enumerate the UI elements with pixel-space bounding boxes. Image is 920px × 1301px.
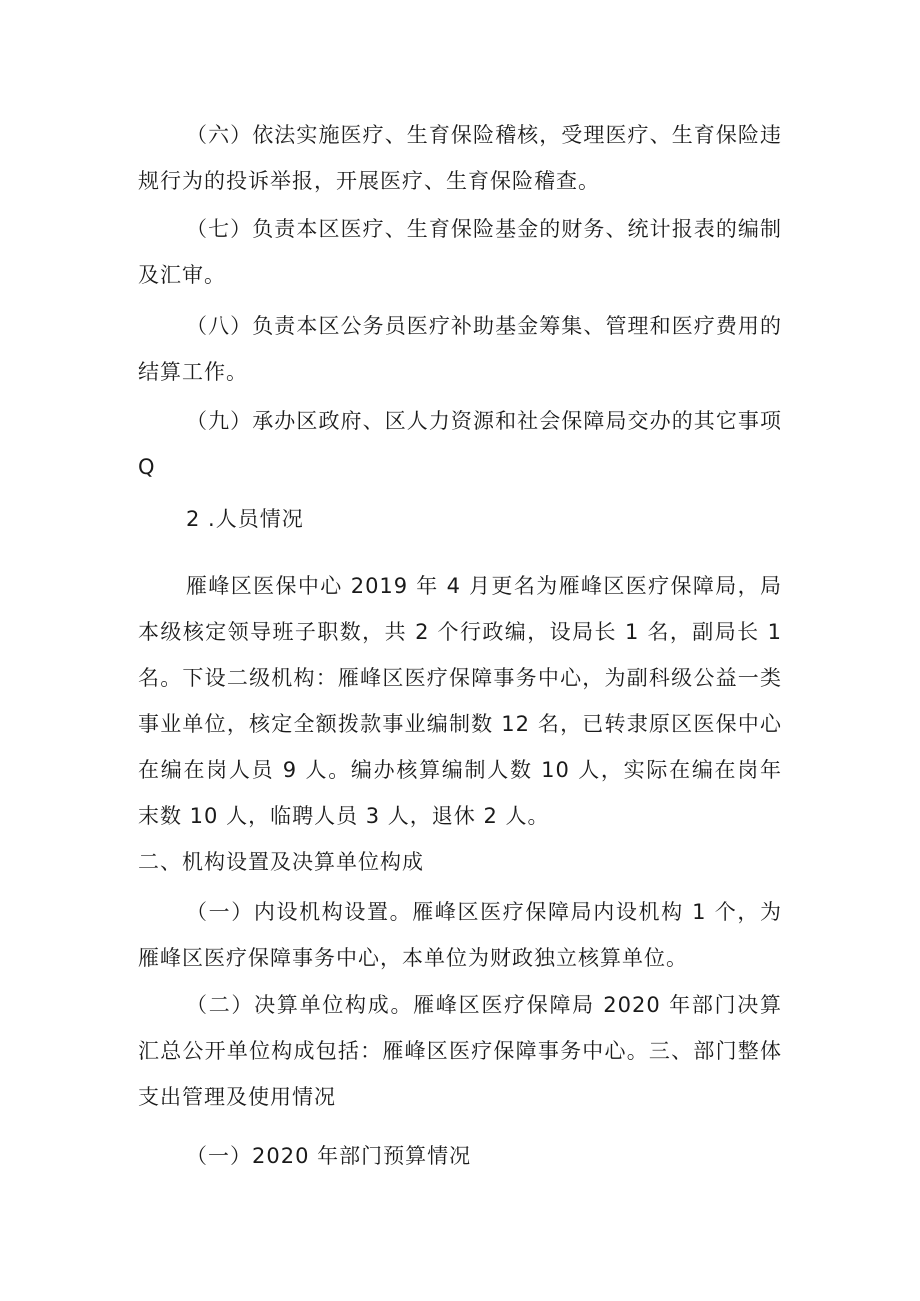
paragraph-staffing: 雁峰区医保中心 2019 年 4 月更名为雁峰区医疗保障局，局本级核定领导班子职数，共 2 个行政编，设局长 1 名，副局长 1 名。下设二级机构：雁峰区医疗保障事务中心，为副科级公益一类事业单位，核定全额拨款事业编制数 12 名，已转隶原区医保中心在编在岗人员 9 人。编办核算编制人数 10 人，实际在编在岗年末数 10 人，临聘人员 3 人，退休 2 人。	[138, 574, 782, 828]
section-heading-organization: 二、机构设置及决算单位构成	[138, 850, 424, 874]
section-heading-2020-budget: （一）2020 年部门预算情况	[186, 1144, 472, 1168]
section-heading-staffing: 2 .人员情况	[186, 507, 304, 531]
paragraph-duty-8: （八）负责本区公务员医疗补助基金筹集、管理和医疗费用的结算工作。	[138, 314, 782, 384]
paragraph-duty-6: （六）依法实施医疗、生育保险稽核，受理医疗、生育保险违规行为的投诉举报，开展医疗、生育保险稽查。	[138, 123, 782, 193]
paragraph-duty-7: （七）负责本区医疗、生育保险基金的财务、统计报表的编制及汇审。	[138, 217, 782, 287]
paragraph-budget-units: （二）决算单位构成。雁峰区医疗保障局 2020 年部门决算汇总公开单位构成包括：雁峰区医疗保障事务中心。三、部门整体支出管理及使用情况	[138, 993, 782, 1109]
paragraph-duty-9: （九）承办区政府、区人力资源和社会保障局交办的其它事项Q	[138, 409, 782, 479]
paragraph-internal-structure: （一）内设机构设置。雁峰区医疗保障局内设机构 1 个，为雁峰区医疗保障事务中心，本单位为财政独立核算单位。	[138, 900, 782, 970]
